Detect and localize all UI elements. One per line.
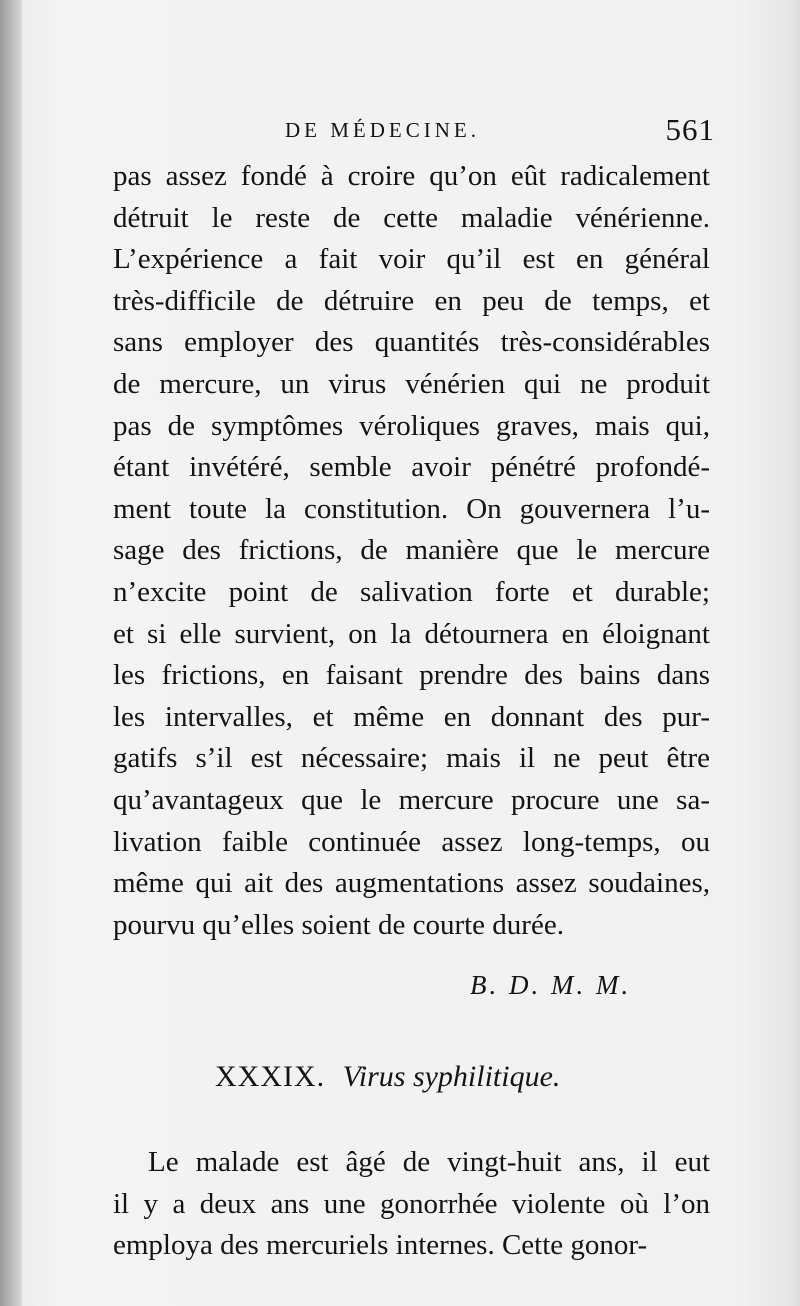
text-line: L’expérience a fait voir qu’il est en général <box>113 243 710 276</box>
text-line: même qui ait des augmentations assez soudaines, <box>113 867 710 900</box>
case-paragraph <box>113 1142 710 1267</box>
text-line: livation faible continuée assez long-temps, ou <box>113 825 710 858</box>
case-title: Virus syphilitique. <box>342 1060 561 1093</box>
text-line: et si elle survient, on la détournera en éloignant <box>113 617 710 650</box>
text-line: sage des frictions, de manière que le mercure <box>113 534 710 567</box>
case-number: XXXIX. <box>215 1060 326 1093</box>
text-line: ment toute la constitution. On gouvernera l’u- <box>113 492 710 525</box>
text-line: n’excite point de salivation forte et durable; <box>113 575 710 608</box>
text-line: les intervalles, et même en donnant des pur- <box>113 700 710 733</box>
text-line: sans employer des quantités très-considérables <box>113 326 710 359</box>
text-line: employa des mercuriels internes. Cette gonor- <box>113 1229 648 1262</box>
text-line: détruit le reste de cette maladie vénérienne. <box>113 201 710 234</box>
binding-shadow <box>0 0 22 1306</box>
text-line: de mercure, un virus vénérien qui ne produit <box>113 367 710 400</box>
text-line: très-difficile de détruire en peu de temps, et <box>113 284 710 317</box>
text-line: il y a deux ans une gonorrhée violente où l’on <box>113 1187 710 1220</box>
text-line: gatifs s’il est nécessaire; mais il ne peut être <box>113 742 710 775</box>
text-line: pourvu qu’elles soient de courte durée. <box>113 908 564 941</box>
text-line: les frictions, en faisant prendre des bains dans <box>113 659 710 692</box>
case-heading <box>215 1060 560 1094</box>
page-number: 561 <box>665 112 715 147</box>
text-line: qu’avantageux que le mercure procure une sa- <box>113 783 710 816</box>
text-line: pas de symptômes véroliques graves, mais qui, <box>113 409 710 442</box>
running-head <box>285 112 715 152</box>
text-line: Le malade est âgé de vingt-huit ans, il eut <box>148 1146 710 1178</box>
author-initials-text: B. D. M. M. <box>470 970 632 1000</box>
text-line: étant invétéré, semble avoir pénétré profondé- <box>113 451 710 484</box>
text-line: pas assez fondé à croire qu’on eût radicalement <box>113 160 710 192</box>
running-head-title: DE MÉDECINE. <box>285 118 480 142</box>
paragraph-body <box>113 156 710 946</box>
author-initials <box>470 970 631 1001</box>
